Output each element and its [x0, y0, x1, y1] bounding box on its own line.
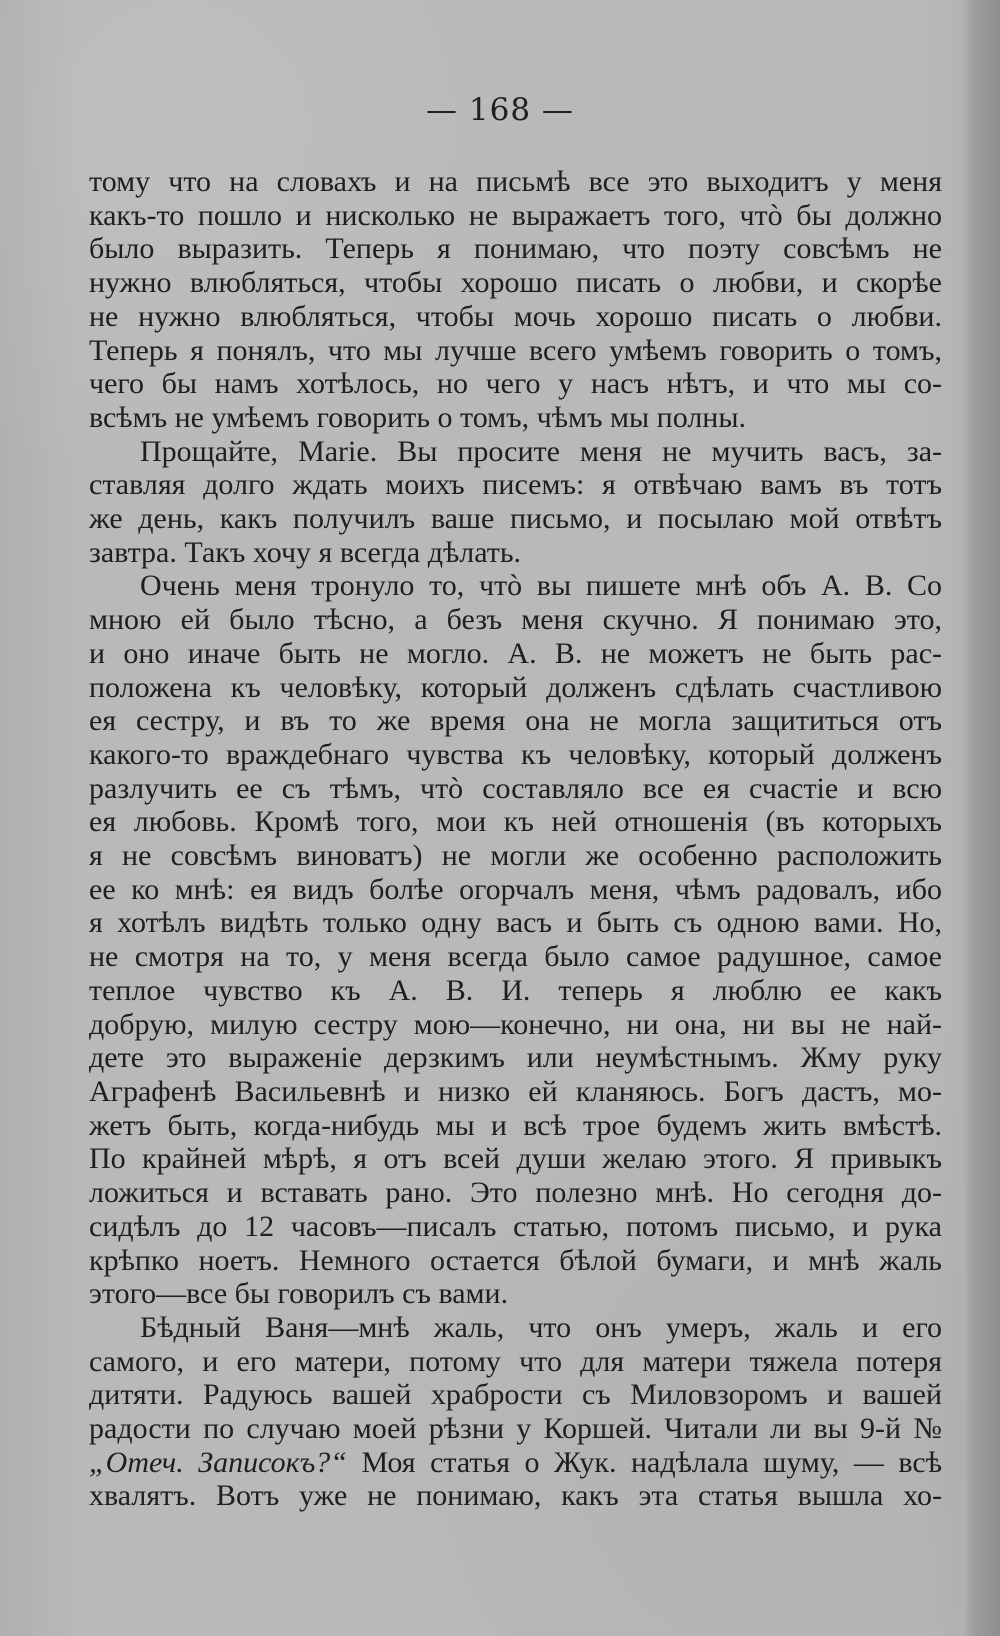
text-line: ложиться и вставать рано. Это полезно мнѣ. Но сегодня до-: [89, 1176, 942, 1210]
text-line: теплое чувство къ А. В. И. теперь я люблю ее какъ: [89, 973, 942, 1007]
text-line-with-italic-title: [89, 1446, 942, 1480]
text-line: добрую, милую сестру мою—конечно, ни она, ни вы не най-: [89, 1007, 942, 1041]
text-line: было выразить. Теперь я понимаю, что поэту совсѣмъ не: [89, 232, 942, 266]
text-line: Теперь я понялъ, что мы лучше всего умѣемъ говорить о томъ,: [89, 333, 942, 367]
text-line: самого, и его матери, потому что для матери тяжела потеря: [89, 1344, 942, 1378]
text-line: я хотѣлъ видѣть только одну васъ и быть съ одною вами. Но,: [89, 906, 942, 940]
paragraph-2: [89, 435, 942, 570]
text-line: Очень меня тронуло то, чтò вы пишете мнѣ объ А. В. Со: [140, 569, 942, 603]
text-line: Бѣдный Ваня—мнѣ жаль, что онъ умеръ, жаль и его: [140, 1310, 942, 1344]
text-line: дитяти. Радуюсь вашей храбрости съ Миловзоромъ и вашей: [89, 1378, 942, 1412]
page-number: — 168 —: [426, 92, 574, 128]
text-line: не нужно влюбляться, чтобы мочь хорошо писать о любви.: [89, 299, 942, 333]
page-body-text: [89, 165, 942, 1513]
page-edge: [962, 0, 1000, 1636]
text-line: крѣпко ноетъ. Немного остается бѣлой бумаги, и мнѣ жаль: [89, 1243, 942, 1277]
text-line: разлучить ее съ тѣмъ, чтò составляло все ея счастіе и всю: [89, 771, 942, 805]
text-line: завтра. Такъ хочу я всегда дѣлать.: [89, 535, 522, 569]
text-line: чего бы намъ хотѣлось, но чего у насъ нѣтъ, и что мы со-: [89, 367, 942, 401]
text-line: положена къ человѣку, который долженъ сдѣлать счастливою: [89, 670, 942, 704]
text-line: радости по случаю моей рѣзни у Коршей. Читали ли вы 9-й №: [89, 1412, 942, 1446]
text-line: жетъ быть, когда-нибудь мы и всѣ трое будемъ жить вмѣстѣ.: [89, 1108, 942, 1142]
text-line: Прощайте, Marie. Вы просите меня не мучить васъ, за-: [140, 434, 942, 468]
text-line: и оно иначе быть не могло. А. В. не можетъ не быть рас-: [89, 636, 942, 670]
paragraph-3: [89, 569, 942, 1310]
text-line: тому что на словахъ и на письмѣ все это выходитъ у меня: [89, 165, 942, 198]
paragraph-4: [89, 1311, 942, 1513]
text-line: По крайней мѣрѣ, я отъ всей души желаю этого. Я привыкъ: [89, 1142, 942, 1176]
line-continuation: Моя статья о Жук. надѣлала шуму, — всѣ: [346, 1445, 942, 1479]
text-line: ее ко мнѣ: ея видъ болѣе огорчалъ меня, чѣмъ радовалъ, ибо: [89, 872, 942, 906]
text-line: ея любовь. Кромѣ того, мои къ ней отношенія (въ которыхъ: [89, 805, 942, 839]
text-line: не смотря на то, у меня всегда было самое радушное, самое: [89, 940, 942, 974]
text-line: же день, какъ получилъ ваше письмо, и посылаю мой отвѣтъ: [89, 502, 942, 536]
text-line: нужно влюбляться, чтобы хорошо писать о любви, и скорѣе: [89, 266, 942, 300]
text-line: я не совсѣмъ виноватъ) не могли же особенно расположить: [89, 839, 942, 873]
text-line: ея сестру, и въ то же время она не могла защититься отъ: [89, 704, 942, 738]
text-line: какого-то враждебнаго чувства къ человѣку, который долженъ: [89, 737, 942, 771]
text-line: ставляя долго ждать моихъ писемъ: я отвѣчаю вамъ въ тотъ: [89, 468, 942, 502]
text-line: какъ-то пошло и нисколько не выражаетъ того, чтò бы должно: [89, 198, 942, 232]
text-line: дете это выраженіе дерзкимъ или неумѣстнымъ. Жму руку: [89, 1041, 942, 1075]
text-line: мною ей было тѣсно, а безъ меня скучно. Я понимаю это,: [89, 603, 942, 637]
paragraph-1: [89, 165, 942, 435]
text-line: этого—все бы говорилъ съ вами.: [89, 1277, 509, 1311]
italic-journal-title: „Отеч. Записокъ?“: [89, 1445, 347, 1479]
text-line: сидѣлъ до 12 часовъ—писалъ статью, потомъ письмо, и рука: [89, 1209, 942, 1243]
text-line: хвалятъ. Вотъ уже не понимаю, какъ эта статья вышла хо-: [89, 1479, 942, 1513]
text-line: всѣмъ не умѣемъ говорить о томъ, чѣмъ мы полны.: [89, 400, 747, 434]
text-line: Аграфенѣ Васильевнѣ и низко ей кланяюсь. Богъ дастъ, мо-: [89, 1074, 942, 1108]
